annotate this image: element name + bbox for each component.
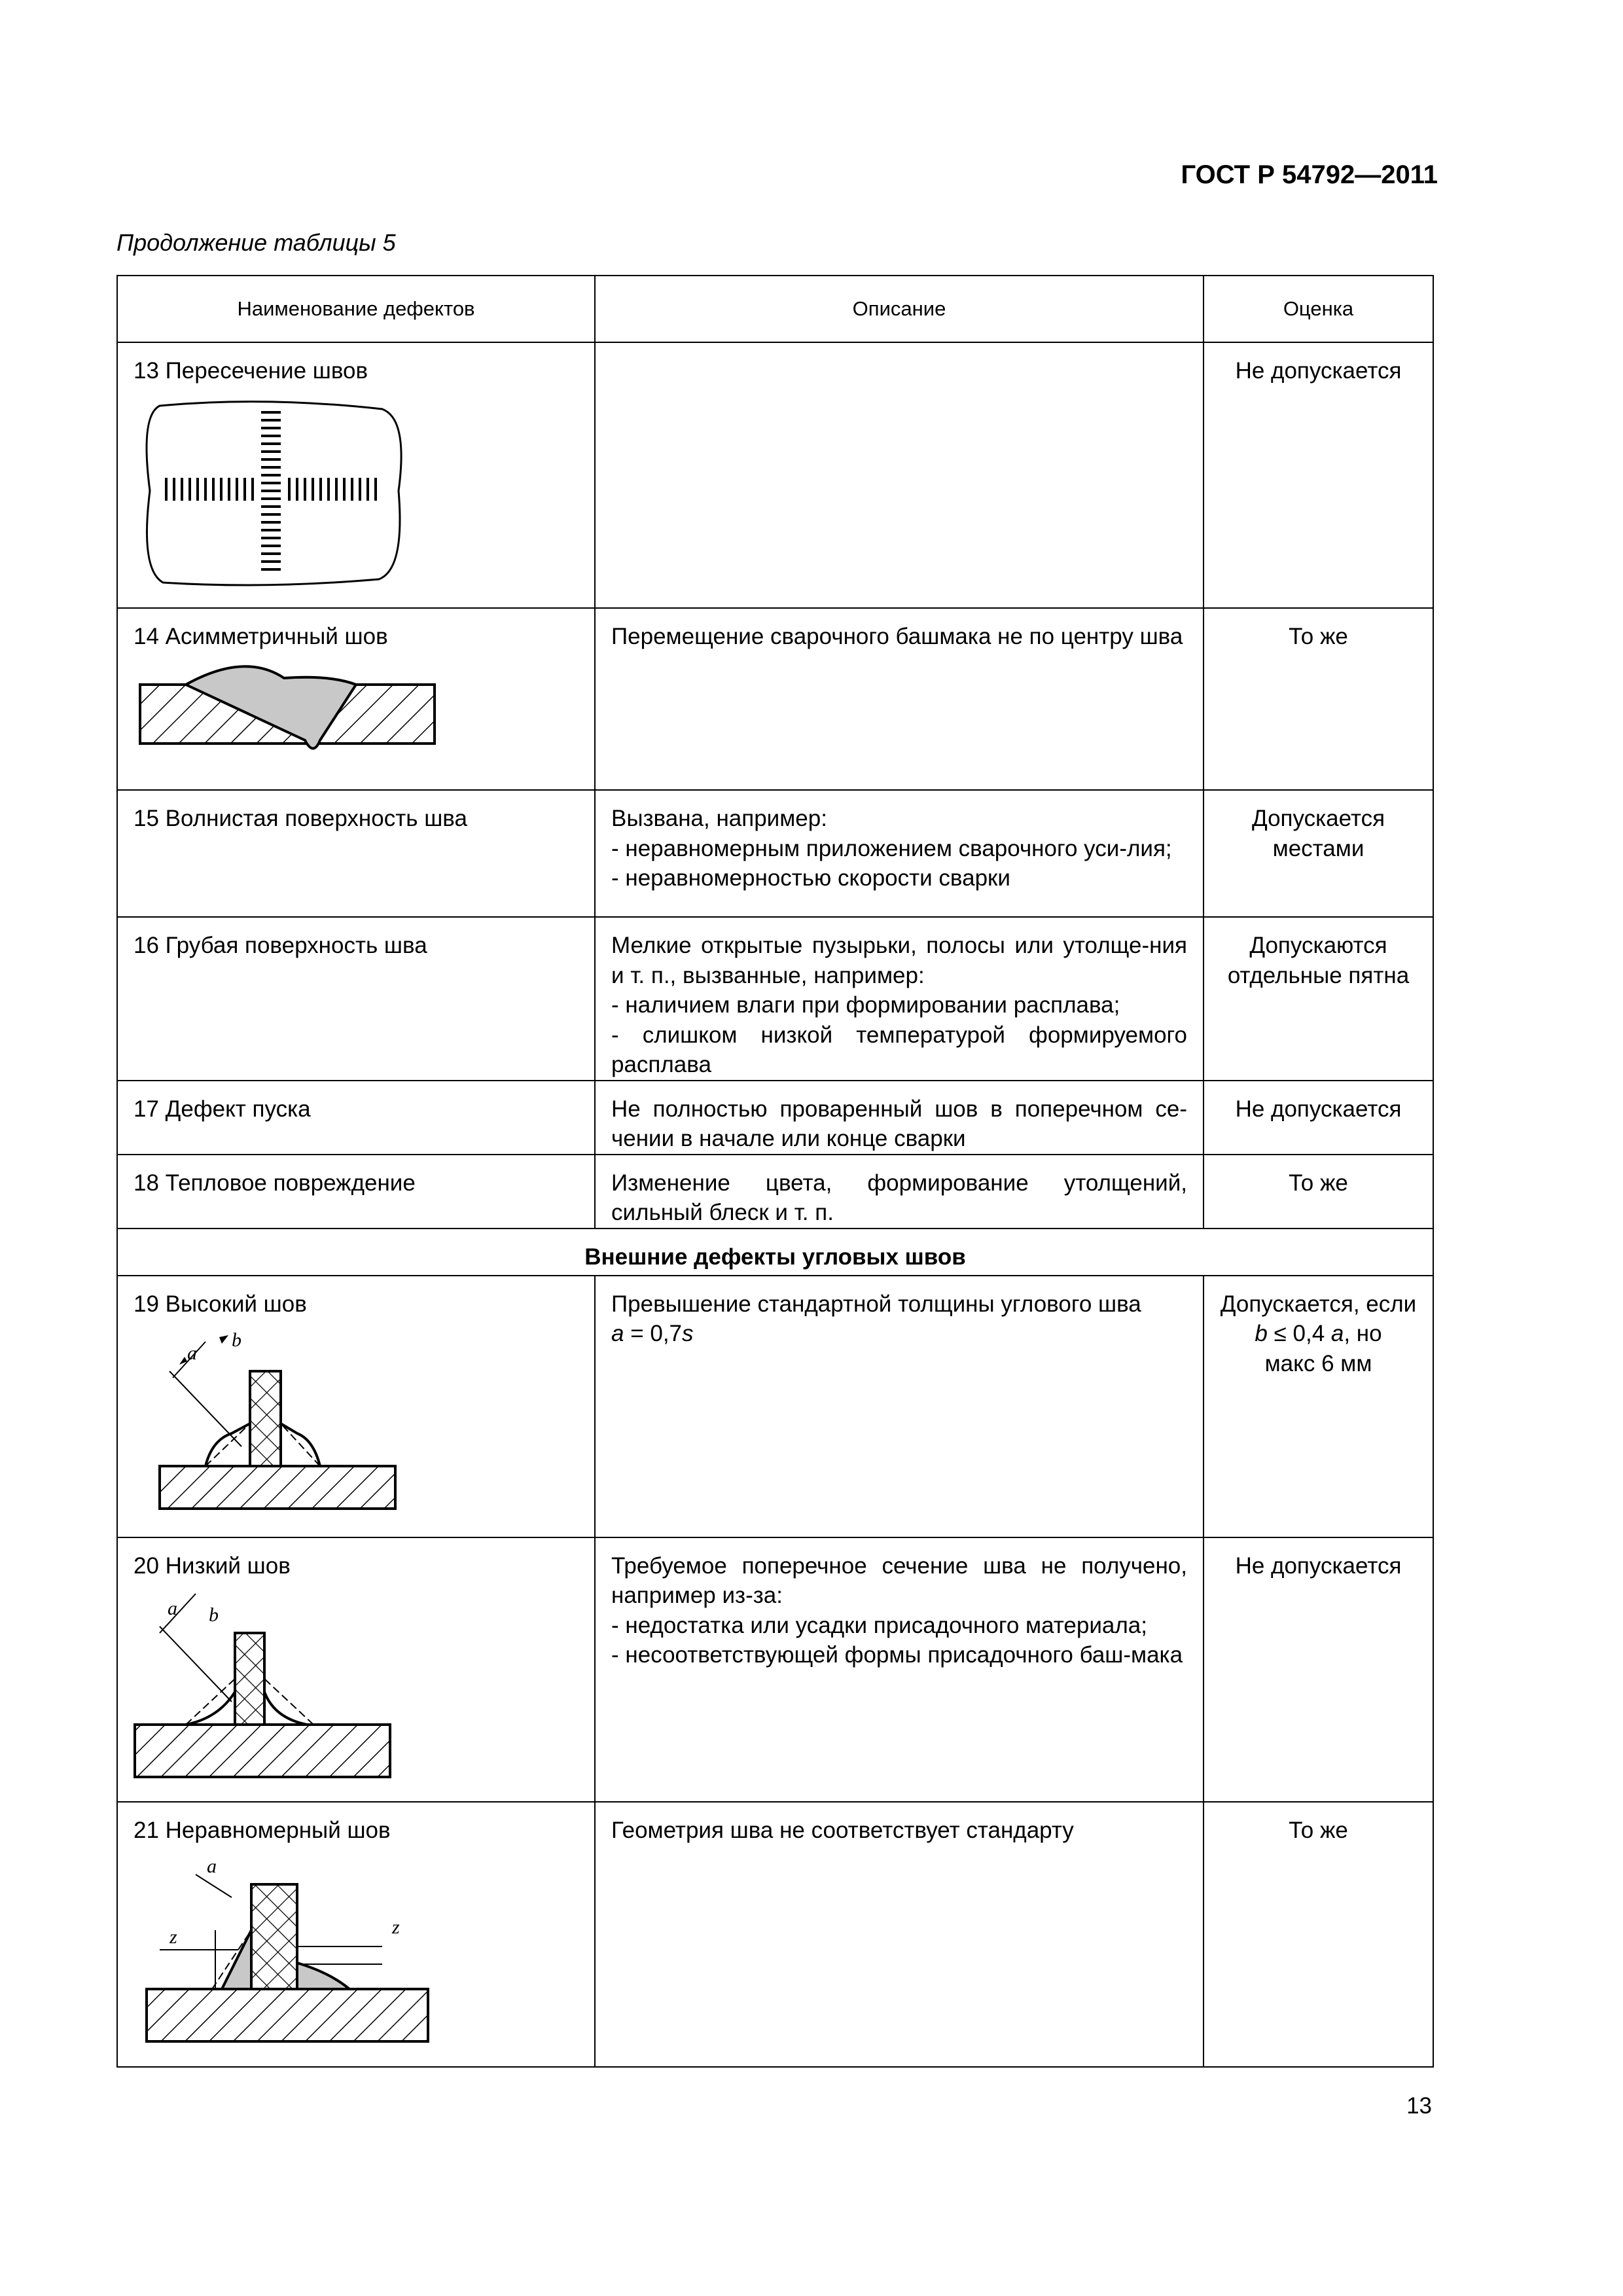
eval-mid: ≤ 0,4 [1267,1321,1331,1346]
description-formula [611,1319,1187,1349]
description-line: - неравномерностью скорости сварки [611,865,1010,891]
defect-description: Не полностью проваренный шов в поперечном се-чении в начале или конце сварки [595,1081,1204,1155]
defect-name: 20 Низкий шов [134,1552,291,1579]
defect-evaluation [1204,1276,1433,1537]
description-line: Вызвана, например: [611,806,827,831]
table-row [117,1081,1433,1155]
formula-var-s: s [682,1321,694,1346]
section-row [117,1229,1433,1276]
defect-cell [117,1802,595,2067]
description-line: Требуемое поперечное сечение шва не получено, например из-за: [611,1552,1187,1608]
description-line: - слишком низкой температурой формируемого расплава [611,1022,1187,1077]
standard-designation: ГОСТ Р 54792—2011 [1181,160,1438,189]
defect-evaluation: То же [1204,608,1433,790]
defect-name: 15 Волнистая поверхность шва [117,790,595,917]
asymmetric-weld-figure [134,658,441,757]
label-b: b [209,1604,219,1626]
section-title: Внешние дефекты угловых швов [117,1229,1433,1276]
defect-cell [117,1276,595,1537]
defect-cell [117,608,595,790]
table-row [117,608,1433,790]
label-z-right: z [392,1916,400,1938]
table-header-row [117,276,1433,342]
defect-evaluation: То же [1204,1802,1433,2067]
evaluation-line: Допускается, если [1220,1291,1417,1317]
table-row [117,1537,1433,1802]
table-row [117,1276,1433,1537]
defect-evaluation: Допускаются отдельные пятна [1204,917,1433,1081]
table-row [117,917,1433,1081]
defect-evaluation: Не допускается [1204,342,1433,608]
defect-evaluation: Не допускается [1204,1081,1433,1155]
label-b: b [232,1329,241,1351]
defect-description: Изменение цвета, формирование утолщений, сильный блеск и т. п. [595,1155,1204,1229]
description-line: - недостатка или усадки присадочного материала; [611,1612,1147,1638]
header-evaluation: Оценка [1204,276,1433,342]
weld-crossing-figure [134,393,408,589]
defects-table [116,275,1434,2068]
defect-name: 14 Асимметричный шов [134,624,388,649]
eval-var-a: a [1330,1321,1344,1346]
table-caption: Продолжение таблицы 5 [116,229,396,256]
defect-name: 18 Тепловое повреждение [117,1155,595,1229]
defect-description [595,790,1204,917]
defect-description: Геометрия шва не соответствует стандарту [595,1802,1204,2067]
defect-name: 17 Дефект пуска [117,1081,595,1155]
description-line: Превышение стандартной толщины углового шва [611,1291,1141,1317]
label-a: a [187,1342,197,1364]
description-line: - наличием влаги при формировании расплава; [611,992,1120,1018]
table-row [117,342,1433,608]
evaluation-line: макс 6 мм [1264,1350,1372,1376]
defect-description [595,1537,1204,1802]
formula-rest: = 0,7 [624,1321,683,1346]
defect-evaluation: То же [1204,1155,1433,1229]
evaluation-condition [1220,1319,1417,1349]
formula-var-a: a [611,1321,624,1346]
defect-description [595,342,1204,608]
description-line: - неравномерным приложением сварочного уси-лия; [611,835,1172,861]
label-z-left: z [169,1926,177,1948]
defect-name: 16 Грубая поверхность шва [117,917,595,1081]
table-row [117,1802,1433,2067]
page-number: 13 [1406,2093,1432,2119]
defect-name: 21 Неравномерный шов [134,1817,391,1843]
defect-evaluation: Не допускается [1204,1537,1433,1802]
label-a: a [207,1856,217,1877]
defect-description [595,917,1204,1081]
header-defect-name: Наименование дефектов [117,276,595,342]
defect-cell [117,342,595,608]
high-weld-figure [134,1325,421,1522]
label-a: a [168,1598,177,1619]
uneven-weld-figure [134,1852,441,2054]
defect-name: 19 Высокий шов [134,1291,307,1317]
eval-var-b: b [1255,1321,1268,1346]
table-row [117,1155,1433,1229]
header-description: Описание [595,276,1204,342]
defect-cell [117,1537,595,1802]
low-weld-figure [134,1587,408,1790]
defect-name: 13 Пересечение швов [134,358,368,384]
defect-description [595,1276,1204,1537]
defect-description: Перемещение сварочного башмака не по центру шва [595,608,1204,790]
eval-end: , но [1344,1321,1382,1346]
description-line: - несоответствующей формы присадочного баш-мака [611,1642,1183,1668]
description-line: Мелкие открытые пузырьки, полосы или утолще-ния и т. п., вызванные, например: [611,933,1187,988]
defect-evaluation: Допускается местами [1204,790,1433,917]
table-row [117,790,1433,917]
